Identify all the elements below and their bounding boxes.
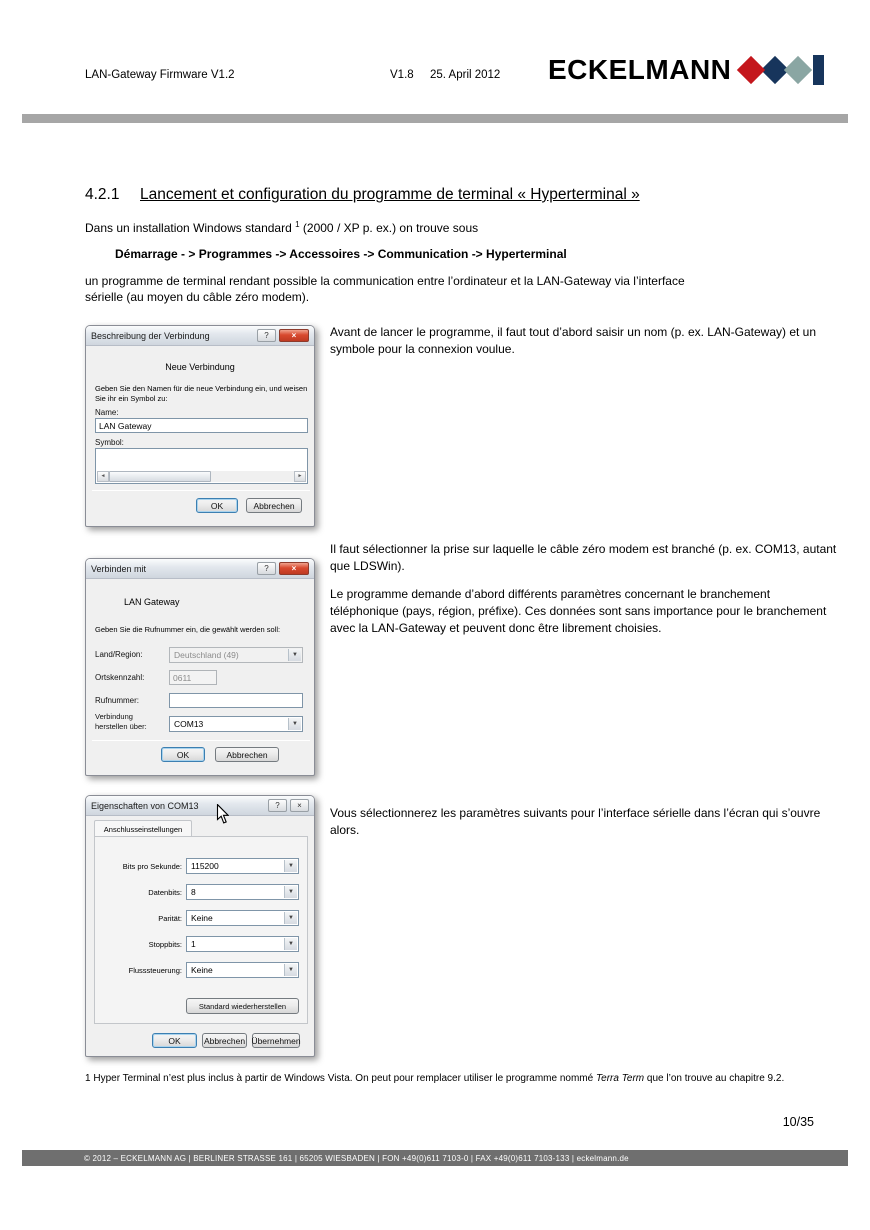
tab-port-settings[interactable]: Anschlusseinstellungen — [94, 820, 192, 837]
close-icon[interactable]: × — [290, 799, 309, 812]
footnote-marker: 1 — [85, 1073, 94, 1084]
header-document-title: LAN-Gateway Firmware V1.2 — [85, 69, 235, 81]
data-bits-label: Datenbits: — [148, 888, 182, 897]
dialog-titlebar[interactable] — [86, 559, 314, 579]
ok-button[interactable]: OK — [196, 498, 238, 513]
country-region-value: Deutschland (49) — [174, 650, 239, 660]
instruction-text: Geben Sie die Rufnummer ein, die gewählt werden soll: — [95, 625, 281, 634]
chevron-down-icon[interactable]: ▼ — [284, 964, 297, 976]
page-number: 10/35 — [782, 1115, 814, 1129]
help-icon[interactable]: ? — [257, 329, 276, 342]
flow-control-select[interactable] — [186, 962, 299, 978]
scroll-left-icon[interactable]: ◄ — [97, 471, 109, 482]
footnote-text-pre: Hyper Terminal n’est plus inclus à partir de Windows Vista. On peut pour remplacer utiliser le programme nommé — [93, 1073, 596, 1084]
area-code-input[interactable] — [169, 670, 217, 685]
bits-per-second-select[interactable] — [186, 858, 299, 874]
chevron-down-icon[interactable]: ▼ — [284, 912, 297, 924]
parity-value: Keine — [191, 913, 213, 923]
country-region-label: Land/Region: — [95, 650, 143, 659]
restore-defaults-button[interactable]: Standard wiederherstellen — [186, 998, 299, 1014]
new-connection-label: Neue Verbindung — [165, 362, 235, 372]
stop-bits-select[interactable] — [186, 936, 299, 952]
dialog-title: Beschreibung der Verbindung — [91, 330, 210, 341]
cancel-button[interactable]: Abbrechen — [246, 498, 302, 513]
symbol-listbox[interactable] — [95, 448, 308, 484]
dialog-connection-description — [85, 325, 315, 527]
ok-button[interactable]: OK — [152, 1033, 197, 1048]
footnote-program-name: Terra Term — [595, 1073, 645, 1084]
section-number: 4.2.1 — [85, 186, 120, 203]
connect-using-value: COM13 — [174, 719, 204, 729]
data-bits-select[interactable] — [186, 884, 299, 900]
flow-control-value: Keine — [191, 965, 213, 975]
parity-label: Parität: — [158, 914, 182, 923]
eckelmann-logo-icon — [738, 55, 824, 85]
footnote — [85, 1069, 803, 1088]
area-code-value: 0611 — [173, 672, 192, 683]
intro-text-pre: Dans un installation Windows standard — [85, 221, 296, 235]
mouse-cursor-icon — [216, 804, 229, 824]
stop-bits-label: Stoppbits: — [148, 940, 182, 949]
intro-text-post: (2000 / XP p. ex.) on trouve sous — [299, 221, 479, 235]
dialog-connect-with — [85, 558, 315, 776]
footer-bar — [22, 1150, 848, 1166]
annotation-dialog2-b: Le programme demande d’abord différents paramètres concernant le branchement téléphonique (pays, région, préfixe). Ces données sont sans importance pour le branchement avec la LAN-Gateway et peuvent donc être librement choisies. — [330, 587, 827, 635]
footer-text: © 2012 – ECKELMANN AG | BERLINER STRASSE 161 | 65205 WIESBADEN | FON +49(0)611 7103-0 | FAX +49(0)611 7103-133 | eckelmann.de — [84, 1153, 629, 1163]
chevron-down-icon[interactable]: ▼ — [288, 649, 301, 661]
dialog-title: Verbinden mit — [91, 563, 147, 574]
bits-per-second-label: Bits pro Sekunde: — [122, 862, 182, 871]
area-code-label: Ortskennzahl: — [95, 673, 145, 682]
chevron-down-icon[interactable]: ▼ — [284, 886, 297, 898]
annotation-dialog1: Avant de lancer le programme, il faut tout d’abord saisir un nom (p. ex. LAN-Gateway) et un symbole pour la connexion voulue. — [330, 325, 817, 356]
help-icon[interactable]: ? — [257, 562, 276, 575]
name-label: Name: — [95, 408, 119, 417]
footnote-text-post: que l’on trouve au chapitre 9.2. — [644, 1073, 785, 1084]
scrollbar-track[interactable] — [109, 471, 294, 482]
footnote-ref: 1 — [295, 220, 300, 229]
name-input-value: LAN Gateway — [99, 420, 152, 431]
section-heading — [85, 186, 640, 204]
help-icon[interactable]: ? — [268, 799, 287, 812]
data-bits-value: 8 — [191, 887, 196, 897]
parity-select[interactable] — [186, 910, 299, 926]
intro-line — [85, 220, 478, 235]
scroll-right-icon[interactable]: ► — [294, 471, 306, 482]
chevron-down-icon[interactable]: ▼ — [284, 938, 297, 950]
symbol-label: Symbol: — [95, 438, 124, 447]
flow-control-label: Flusssteuerung: — [128, 966, 182, 975]
chevron-down-icon[interactable]: ▼ — [284, 860, 297, 872]
header-date: 25. April 2012 — [430, 69, 501, 81]
cancel-button[interactable]: Abbrechen — [202, 1033, 247, 1048]
country-region-select[interactable] — [169, 647, 303, 663]
scrollbar-thumb[interactable] — [109, 471, 211, 482]
separator — [92, 740, 310, 741]
logo-navy-bar — [813, 55, 824, 85]
dialog-titlebar[interactable] — [86, 796, 314, 816]
dialog-titlebar[interactable] — [86, 326, 314, 346]
header-divider — [22, 114, 848, 123]
logo-wordmark: ECKELMANN — [548, 54, 732, 85]
header-version: V1.8 — [390, 69, 414, 81]
cancel-button[interactable]: Abbrechen — [215, 747, 279, 762]
section-title: Lancement et configuration du programme de terminal « Hyperterminal » — [140, 186, 640, 203]
phone-number-label: Rufnummer: — [95, 696, 140, 705]
ok-button[interactable]: OK — [161, 747, 205, 762]
connect-using-label: Verbindung herstellen über: — [95, 712, 147, 731]
horizontal-scrollbar[interactable] — [97, 471, 306, 482]
eckelmann-logo — [548, 54, 824, 86]
bits-per-second-value: 115200 — [191, 861, 219, 871]
annotation-dialog2-a: Il faut sélectionner la prise sur laquelle le câble zéro modem est branché (p. ex. COM13, autant que LDSWin). — [330, 542, 837, 573]
close-icon[interactable]: × — [279, 329, 309, 342]
connect-using-select[interactable] — [169, 716, 303, 732]
apply-button[interactable]: Übernehmen — [252, 1033, 300, 1048]
annotation-dialog3: Vous sélectionnerez les paramètres suivants pour l’interface sérielle dans l’écran qui s’ouvre alors. — [330, 806, 821, 837]
phone-number-input[interactable] — [169, 693, 303, 708]
logo-red-diamond — [737, 56, 765, 84]
logo-teal-diamond — [784, 56, 812, 84]
menu-path: Démarrage - > Programmes -> Accessoires -> Communication -> Hyperterminal — [115, 247, 567, 261]
separator — [92, 490, 310, 491]
dialog-com13-properties — [85, 795, 315, 1057]
name-input[interactable] — [95, 418, 308, 433]
instruction-text: Geben Sie den Namen für die neue Verbindung ein, und weisen Sie ihr ein Symbol zu: — [95, 384, 308, 404]
connection-name-label: LAN Gateway — [124, 597, 180, 607]
intro-paragraph: un programme de terminal rendant possible la communication entre l’ordinateur et la LAN-Gateway via l’interface sérielle (au moyen du câble zéro modem). — [85, 274, 685, 305]
dialog-title: Eigenschaften von COM13 — [91, 800, 199, 811]
stop-bits-value: 1 — [191, 939, 196, 949]
close-icon[interactable]: × — [279, 562, 309, 575]
chevron-down-icon[interactable]: ▼ — [288, 718, 301, 730]
